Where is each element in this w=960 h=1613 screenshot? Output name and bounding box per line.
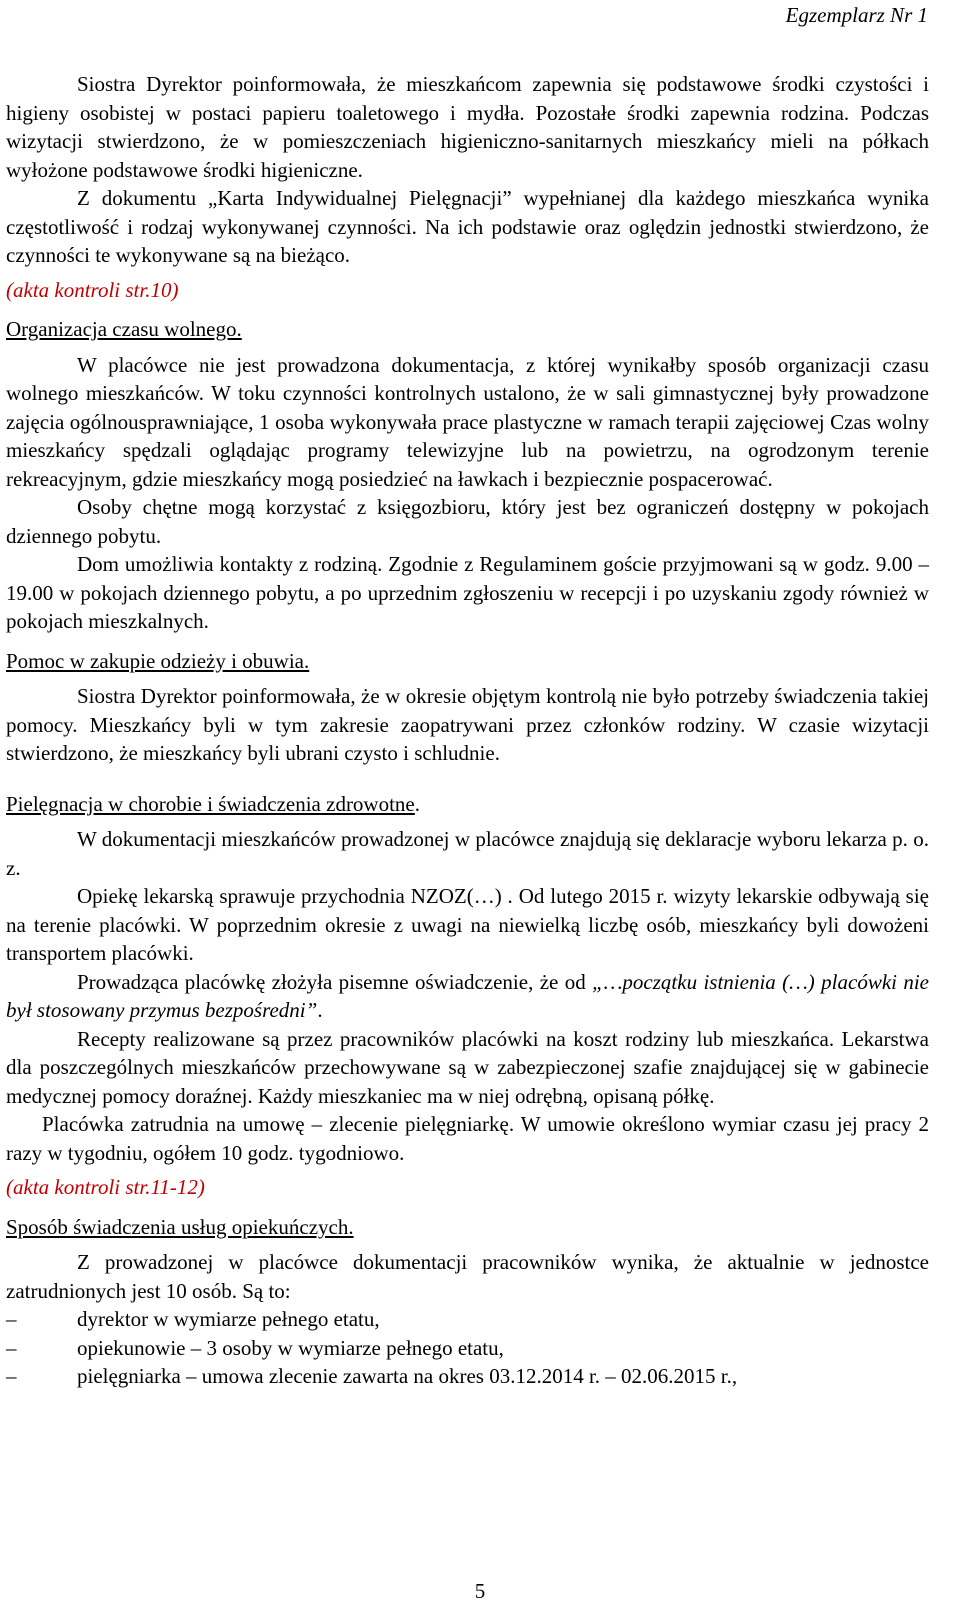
list-item xyxy=(6,1305,929,1334)
heading-suffix: . xyxy=(414,791,421,816)
paragraph: Placówka zatrudnia na umowę – zlecenie pielęgniarkę. W umowie określono wymiar czasu jej pracy 2 razy w tygodniu, ogółem 10 godz. tygodniowo. xyxy=(6,1112,929,1165)
section-heading-health: Pielęgnacja w chorobie i świadczenia zdrowotne xyxy=(6,791,415,816)
paragraph: Z prowadzonej w placówce dokumentacji pracowników wynika, że aktualnie w jednostce zatrudnionych jest 10 osób. Są to: xyxy=(6,1250,929,1303)
paragraph: Recepty realizowane są przez pracowników placówki na koszt rodziny lub mieszkańca. Lekarstwa dla poszczególnych mieszkańców przechowywane są w zabezpieczonej szafie znajdującej się w gabinecie medycznej pomocy doraźnej. Każdy mieszkaniec ma w niej odrębną, opisaną półkę. xyxy=(6,1026,929,1108)
paragraph: W dokumentacji mieszkańców prowadzonej w placówce znajdują się deklaracje wyboru lekarza p. o. z. xyxy=(6,827,929,880)
paragraph: Opiekę lekarską sprawuje przychodnia NZOZ(…) . Od lutego 2015 r. wizyty lekarskie odbywają się na terenie placówki. W poprzednim okresie z uwagi na niewielką liczbę osób, mieszkańcy byli dowożeni transportem placówki. xyxy=(6,884,929,965)
paragraph: Siostra Dyrektor poinformowała, że w okresie objętym kontrolą nie było potrzeby świadczenia takiej pomocy. Mieszkańcy byli w tym zakresie zaopatrywani przez członków rodziny. W czasie wizytacji stwierdzono, że mieszkańcy byli ubrani czysto i schludnie. xyxy=(6,684,929,765)
list-dash: – xyxy=(6,1335,17,1360)
paragraph: W placówce nie jest prowadzona dokumentacja, z której wynikałby sposób organizacji czasu wolnego mieszkańców. W toku czynności kontrolnych ustalono, że w sali gimnastycznej były prowadzone zajęcia ogólnousprawniające, 1 osoba wykonywała prace plastyczne w ramach terapii zajęciowej Czas wolny mieszkańcy spędzali oglądając programy telewizyjne lub na powietrzu, na ogrodzonym terenie rekreacyjnym, gdzie mieszkańcy mogą posiedzieć na ławkach i bezpiecznie pospacerować. xyxy=(6,352,929,491)
page-number: 5 xyxy=(474,1579,486,1603)
list-dash: – xyxy=(6,1364,17,1388)
section-heading-health-wrapper xyxy=(6,790,929,819)
quoted-statement: „…początku istnienia (…) placówki nie był stosowany przymus bezpośredni” xyxy=(6,969,929,1022)
list-item-text: dyrektor w wymiarze pełnego etatu, xyxy=(77,1307,380,1331)
list-item-text: opiekunowie – 3 osoby w wymiarze pełnego etatu, xyxy=(77,1335,504,1360)
list-item xyxy=(6,1362,929,1391)
paragraph-text: Prowadząca placówkę złożyła pisemne oświadczenie, że od xyxy=(77,969,593,994)
document-body xyxy=(6,70,929,1391)
paragraph-with-quote xyxy=(6,968,929,1025)
section-heading-leisure: Organizacja czasu wolnego. xyxy=(6,317,242,341)
paragraph: Dom umożliwia kontakty z rodziną. Zgodnie z Regulaminem goście przyjmowani są w godz. 9.00 – 19.00 w pokojach dziennego pobytu, a po uprzednim zgłoszeniu w recepcji i po uzyskaniu zgody również w pokojach mieszkalnych. xyxy=(6,552,929,633)
paragraph: Z dokumentu „Karta Indywidualnej Pielęgnacji” wypełnianej dla każdego mieszkańca wynika częstotliwość i rodzaj wykonywanej czynności. Na ich podstawie oraz oględzin jednostki stwierdzono, że czynności te wykonywane są na bieżąco. xyxy=(6,186,929,267)
list-item xyxy=(6,1334,929,1363)
list-item-text: pielęgniarka – umowa zlecenie zawarta na okres 03.12.2014 r. – 02.06.2015 r., xyxy=(77,1364,738,1388)
staff-list xyxy=(6,1305,929,1391)
section-heading-care: Sposób świadczenia usług opiekuńczych. xyxy=(6,1214,354,1239)
section-heading-clothing: Pomoc w zakupie odzieży i obuwia. xyxy=(6,648,310,673)
paragraph: Osoby chętne mogą korzystać z księgozbioru, który jest bez ograniczeń dostępny w pokojach dziennego pobytu. xyxy=(6,495,929,548)
reference-note: (akta kontroli str.10) xyxy=(6,277,179,302)
copy-label: Egzemplarz Nr 1 xyxy=(785,3,928,27)
paragraph-end: . xyxy=(317,998,323,1022)
paragraph: Siostra Dyrektor poinformowała, że mieszkańcom zapewnia się podstawowe środki czystości i higieny osobistej w postaci papieru toaletowego i mydła. Pozostałe środki zapewnia rodzina. Podczas wizytacji stwierdzono, że w pomieszczeniach higieniczno-sanitarnych mieszkańcy mieli na półkach wyłożone podstawowe środki higieniczne. xyxy=(6,72,929,182)
reference-note: (akta kontroli str.11-12) xyxy=(6,1175,205,1199)
list-dash: – xyxy=(6,1307,17,1331)
